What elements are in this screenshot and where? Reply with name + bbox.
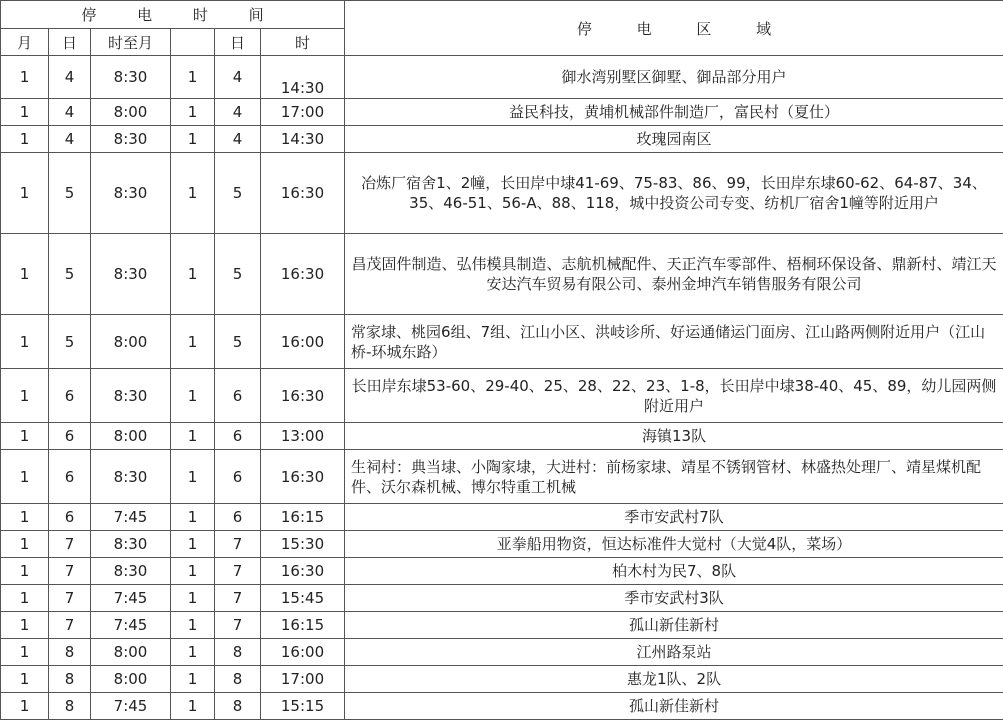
end-month-cell: 1 bbox=[171, 315, 215, 369]
start-month-cell: 1 bbox=[1, 126, 49, 153]
outage-area-cell: 冶炼厂宿舍1、2幢，长田岸中埭41-69、75-83、86、99，长田岸东埭60-62、64-87、34、35、46-51、56-A、88、118，城中投资公司专变、纺机厂宿舍1幢等附近用户 bbox=[345, 153, 1003, 234]
end-day-cell: 6 bbox=[215, 504, 261, 531]
end-time-cell: 14:30 bbox=[261, 56, 345, 99]
outage-area-cell: 御水湾别墅区御墅、御品部分用户 bbox=[345, 56, 1003, 99]
end-month-cell: 1 bbox=[171, 504, 215, 531]
start-day-cell: 6 bbox=[49, 504, 91, 531]
end-day-column-header: 日 bbox=[215, 29, 261, 56]
end-month-cell: 1 bbox=[171, 585, 215, 612]
table-row bbox=[1, 693, 1003, 720]
start-day-cell: 8 bbox=[49, 666, 91, 693]
table-row bbox=[1, 234, 1003, 315]
end-month-cell: 1 bbox=[171, 56, 215, 99]
start-time-cell: 8:30 bbox=[91, 126, 171, 153]
table-header bbox=[1, 1, 1003, 56]
end-time-cell: 16:30 bbox=[261, 234, 345, 315]
table-row bbox=[1, 666, 1003, 693]
start-time-cell: 8:00 bbox=[91, 423, 171, 450]
end-time-cell: 15:45 bbox=[261, 585, 345, 612]
table-row bbox=[1, 531, 1003, 558]
table-row bbox=[1, 504, 1003, 531]
end-time-cell: 16:00 bbox=[261, 639, 345, 666]
end-day-cell: 7 bbox=[215, 531, 261, 558]
outage-area-cell: 海镇13队 bbox=[345, 423, 1003, 450]
start-month-cell: 1 bbox=[1, 153, 49, 234]
start-day-cell: 4 bbox=[49, 56, 91, 99]
outage-area-cell: 生祠村：典当埭、小陶家埭，大进村：前杨家埭、靖星不锈钢管材、林盛热处理厂、靖星煤机配件、沃尔森机械、博尔特重工机械 bbox=[345, 450, 1003, 504]
start-time-cell: 8:30 bbox=[91, 558, 171, 585]
outage-area-cell: 季市安武村7队 bbox=[345, 504, 1003, 531]
end-day-cell: 5 bbox=[215, 234, 261, 315]
table-row bbox=[1, 315, 1003, 369]
start-month-cell: 1 bbox=[1, 99, 49, 126]
end-day-cell: 4 bbox=[215, 126, 261, 153]
header-row-group bbox=[1, 1, 1003, 29]
end-month-cell: 1 bbox=[171, 423, 215, 450]
start-month-cell: 1 bbox=[1, 666, 49, 693]
start-day-cell: 7 bbox=[49, 585, 91, 612]
time-to-month-column-header: 时至月 bbox=[91, 29, 171, 56]
start-day-cell: 7 bbox=[49, 558, 91, 585]
start-day-cell: 8 bbox=[49, 693, 91, 720]
start-time-cell: 8:00 bbox=[91, 99, 171, 126]
outage-area-cell: 长田岸东埭53-60、29-40、25、28、22、23、1-8，长田岸中埭38-40、45、89，幼儿园两侧附近用户 bbox=[345, 369, 1003, 423]
end-time-cell: 16:30 bbox=[261, 369, 345, 423]
start-month-cell: 1 bbox=[1, 423, 49, 450]
end-time-cell: 15:30 bbox=[261, 531, 345, 558]
outage-area-cell: 柏木村为民7、8队 bbox=[345, 558, 1003, 585]
end-day-cell: 4 bbox=[215, 56, 261, 99]
end-month-cell: 1 bbox=[171, 126, 215, 153]
end-day-cell: 4 bbox=[215, 99, 261, 126]
end-day-cell: 8 bbox=[215, 639, 261, 666]
end-time-cell: 16:15 bbox=[261, 504, 345, 531]
start-time-cell: 8:30 bbox=[91, 234, 171, 315]
day-column-header: 日 bbox=[49, 29, 91, 56]
end-month-cell: 1 bbox=[171, 558, 215, 585]
end-day-cell: 8 bbox=[215, 666, 261, 693]
end-time-cell: 16:30 bbox=[261, 450, 345, 504]
start-time-cell: 8:30 bbox=[91, 56, 171, 99]
outage-area-cell: 昌茂固件制造、弘伟模具制造、志航机械配件、天正汽车零部件、梧桐环保设备、鼎新村、靖江天安达汽车贸易有限公司、泰州金坤汽车销售服务有限公司 bbox=[345, 234, 1003, 315]
start-time-cell: 8:00 bbox=[91, 666, 171, 693]
outage-area-cell: 益民科技，黄埔机械部件制造厂，富民村（夏仕） bbox=[345, 99, 1003, 126]
start-month-cell: 1 bbox=[1, 531, 49, 558]
end-time-cell: 16:00 bbox=[261, 315, 345, 369]
end-day-cell: 6 bbox=[215, 369, 261, 423]
outage-area-cell: 孤山新佳新村 bbox=[345, 612, 1003, 639]
start-time-cell: 8:30 bbox=[91, 369, 171, 423]
start-day-cell: 6 bbox=[49, 369, 91, 423]
start-month-cell: 1 bbox=[1, 315, 49, 369]
start-time-cell: 7:45 bbox=[91, 693, 171, 720]
start-day-cell: 5 bbox=[49, 234, 91, 315]
outage-area-cell: 惠龙1队、2队 bbox=[345, 666, 1003, 693]
table-row bbox=[1, 612, 1003, 639]
start-time-cell: 8:30 bbox=[91, 450, 171, 504]
start-month-cell: 1 bbox=[1, 504, 49, 531]
start-day-cell: 5 bbox=[49, 153, 91, 234]
start-month-cell: 1 bbox=[1, 369, 49, 423]
start-time-cell: 7:45 bbox=[91, 612, 171, 639]
end-month-cell: 1 bbox=[171, 612, 215, 639]
start-day-cell: 4 bbox=[49, 126, 91, 153]
table-row bbox=[1, 56, 1003, 99]
end-day-cell: 7 bbox=[215, 612, 261, 639]
start-month-cell: 1 bbox=[1, 234, 49, 315]
end-month-cell: 1 bbox=[171, 99, 215, 126]
end-time-cell: 16:30 bbox=[261, 153, 345, 234]
end-month-cell: 1 bbox=[171, 153, 215, 234]
table-row bbox=[1, 558, 1003, 585]
blank-column-header bbox=[171, 29, 215, 56]
start-day-cell: 6 bbox=[49, 450, 91, 504]
start-day-cell: 4 bbox=[49, 99, 91, 126]
outage-area-cell: 玫瑰园南区 bbox=[345, 126, 1003, 153]
start-month-cell: 1 bbox=[1, 558, 49, 585]
outage-area-cell: 亚拳船用物资，恒达标准件大觉村（大觉4队，菜场） bbox=[345, 531, 1003, 558]
table-row bbox=[1, 99, 1003, 126]
start-month-cell: 1 bbox=[1, 450, 49, 504]
outage-area-cell: 江州路泵站 bbox=[345, 639, 1003, 666]
start-month-cell: 1 bbox=[1, 585, 49, 612]
end-month-cell: 1 bbox=[171, 693, 215, 720]
start-day-cell: 7 bbox=[49, 531, 91, 558]
start-time-cell: 8:00 bbox=[91, 315, 171, 369]
outage-area-cell: 常家埭、桃园6组、7组、江山小区、洪岐诊所、好运通储运门面房、江山路两侧附近用户（江山桥-环城东路） bbox=[345, 315, 1003, 369]
end-day-cell: 5 bbox=[215, 153, 261, 234]
end-day-cell: 7 bbox=[215, 558, 261, 585]
end-day-cell: 6 bbox=[215, 423, 261, 450]
start-day-cell: 6 bbox=[49, 423, 91, 450]
end-hour-column-header: 时 bbox=[261, 29, 345, 56]
table-row bbox=[1, 153, 1003, 234]
start-time-cell: 8:30 bbox=[91, 531, 171, 558]
month-column-header: 月 bbox=[1, 29, 49, 56]
table-body bbox=[1, 56, 1003, 720]
end-day-cell: 7 bbox=[215, 585, 261, 612]
end-time-cell: 16:30 bbox=[261, 558, 345, 585]
outage-area-cell: 季市安武村3队 bbox=[345, 585, 1003, 612]
end-time-cell: 14:30 bbox=[261, 126, 345, 153]
end-month-cell: 1 bbox=[171, 639, 215, 666]
end-time-cell: 16:15 bbox=[261, 612, 345, 639]
table-row bbox=[1, 450, 1003, 504]
start-month-cell: 1 bbox=[1, 693, 49, 720]
start-month-cell: 1 bbox=[1, 639, 49, 666]
start-time-cell: 7:45 bbox=[91, 504, 171, 531]
table-row bbox=[1, 423, 1003, 450]
start-time-cell: 8:30 bbox=[91, 153, 171, 234]
table-row bbox=[1, 126, 1003, 153]
table-row bbox=[1, 369, 1003, 423]
end-month-cell: 1 bbox=[171, 369, 215, 423]
start-time-cell: 8:00 bbox=[91, 639, 171, 666]
end-month-cell: 1 bbox=[171, 450, 215, 504]
end-month-cell: 1 bbox=[171, 531, 215, 558]
end-day-cell: 5 bbox=[215, 315, 261, 369]
end-time-cell: 17:00 bbox=[261, 666, 345, 693]
end-month-cell: 1 bbox=[171, 234, 215, 315]
end-day-cell: 8 bbox=[215, 693, 261, 720]
table-row bbox=[1, 639, 1003, 666]
start-day-cell: 7 bbox=[49, 612, 91, 639]
outage-area-cell: 孤山新佳新村 bbox=[345, 693, 1003, 720]
end-month-cell: 1 bbox=[171, 666, 215, 693]
end-time-cell: 17:00 bbox=[261, 99, 345, 126]
end-time-cell: 15:15 bbox=[261, 693, 345, 720]
end-time-cell: 13:00 bbox=[261, 423, 345, 450]
start-time-cell: 7:45 bbox=[91, 585, 171, 612]
start-day-cell: 5 bbox=[49, 315, 91, 369]
start-day-cell: 8 bbox=[49, 639, 91, 666]
outage-time-header: 停 电 时 间 bbox=[1, 1, 345, 29]
outage-area-header: 停 电 区 域 bbox=[345, 1, 1003, 56]
start-month-cell: 1 bbox=[1, 612, 49, 639]
end-day-cell: 6 bbox=[215, 450, 261, 504]
table-row bbox=[1, 585, 1003, 612]
start-month-cell: 1 bbox=[1, 56, 49, 99]
